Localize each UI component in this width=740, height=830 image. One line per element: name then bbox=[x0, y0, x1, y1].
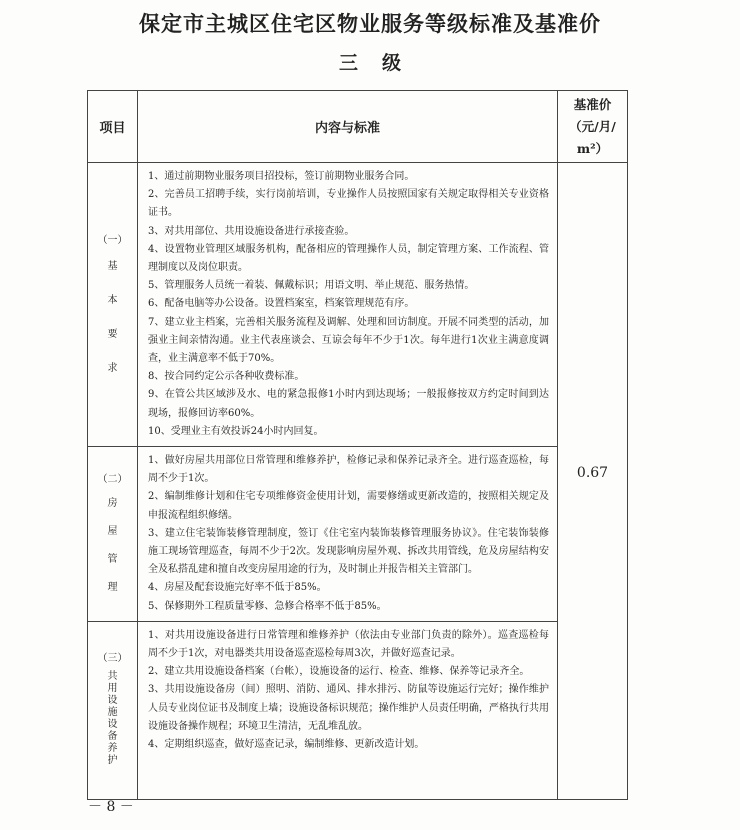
section-name-char: 理 bbox=[107, 581, 118, 593]
list-item: 3、建立住宅装饰装修管理制度，签订《住宅室内装饰装修管理服务协议》。住宅装饰装修施工现场管理巡查，每周不少于2次。发现影响房屋外观、拆改共用管线，危及房屋结构安全及私搭乱建和擅自改变房屋用途的行为，及时制止并报告相关主管部门。 bbox=[148, 527, 549, 576]
section-name-char: 要 bbox=[107, 328, 118, 340]
section-content-housing bbox=[138, 447, 558, 622]
list-item: 9、在管公共区域涉及水、电的紧急报修1小时内到达现场；一般报修按双方约定时间到达现场，报修回访率60%。 bbox=[148, 389, 549, 419]
table-header-row bbox=[88, 91, 628, 163]
list-item: 4、定期组织巡查，做好巡查记录，编制维修、更新改造计划。 bbox=[148, 739, 425, 751]
page-number: － 8 － bbox=[88, 799, 134, 815]
section-name-char: 求 bbox=[107, 362, 118, 374]
header-item: 项目 bbox=[88, 91, 138, 163]
list-item: 8、按合同约定公示各种收费标准。 bbox=[148, 371, 305, 383]
section-name-char: 设 bbox=[107, 719, 118, 731]
section-row-basic bbox=[88, 163, 628, 447]
list-item: 2、编制维修计划和住宅专项维修资金使用计划，需要修缮或更新改造的，按照相关规定及申报流程组织修缮。 bbox=[148, 491, 549, 521]
section-name-char: 共 bbox=[107, 671, 118, 683]
section-content-facilities bbox=[138, 621, 558, 799]
section-name-char: 房 bbox=[107, 497, 118, 509]
section-content-basic bbox=[138, 163, 558, 447]
section-category-facilities bbox=[88, 621, 138, 799]
base-price: 0.67 bbox=[558, 163, 628, 800]
section-name-char: 基 bbox=[107, 260, 118, 272]
section-category-basic bbox=[88, 163, 138, 447]
section-name-char: 护 bbox=[107, 755, 118, 767]
header-price-line1: 基准价 bbox=[573, 96, 612, 112]
section-number: （一） bbox=[97, 234, 128, 246]
list-item: 1、通过前期物业服务项目招投标，签订前期物业服务合同。 bbox=[148, 171, 415, 182]
section-name-char: 屋 bbox=[107, 525, 118, 537]
header-price-line2: （元/月/ bbox=[569, 118, 616, 134]
list-item: 7、建立业主档案，完善相关服务流程及调解、处理和回访制度。开展不同类型的活动，加强业主间亲情沟通。业主代表座谈会、互谅会每年不少于1次。每年进行1次业主满意度调查，业主满意率不低于70%。 bbox=[148, 316, 549, 365]
header-content: 内容与标准 bbox=[138, 91, 558, 163]
standards-table bbox=[87, 90, 628, 800]
section-row-facilities bbox=[88, 621, 628, 799]
section-row-housing bbox=[88, 447, 628, 622]
list-item: 5、管理服务人员统一着装、佩戴标识；用语文明、举止规范、服务热情。 bbox=[148, 280, 475, 292]
list-item: 10、受理业主有效投诉24小时内回复。 bbox=[148, 425, 324, 437]
page-subtitle: 三级 bbox=[338, 52, 425, 74]
section-name-char: 设 bbox=[107, 695, 118, 707]
list-item: 1、做好房屋共用部位日常管理和维修养护，检修记录和保养记录齐全。进行巡查巡检，每周不少于1次。 bbox=[148, 455, 549, 485]
section-name-char: 管 bbox=[107, 553, 118, 565]
list-item: 5、保修期外工程质量零修、急修合格率不低于85%。 bbox=[148, 600, 387, 612]
section-name-char: 用 bbox=[107, 683, 118, 695]
section-name-char: 养 bbox=[107, 743, 118, 755]
list-item: 4、设置物业管理区域服务机构，配备相应的管理操作人员，制定管理方案、工作流程、管理制度以及岗位职责。 bbox=[148, 243, 549, 274]
list-item: 3、对共用部位、共用设施设备进行承接查验。 bbox=[148, 225, 355, 237]
list-item: 6、配备电脑等办公设备。设置档案室，档案管理规范有序。 bbox=[148, 298, 415, 310]
section-number: （二） bbox=[97, 473, 128, 485]
section-name-char: 备 bbox=[107, 731, 118, 743]
list-item: 2、完善员工招聘手续，实行岗前培训，专业操作人员按照国家有关规定取得相关专业资格证书。 bbox=[148, 189, 549, 219]
list-item: 1、对共用设施设备进行日常管理和维修养护（依法由专业部门负责的除外）。巡查巡检每周不少于1次，对电器类共用设备巡查巡检每周3次，并做好巡查记录。 bbox=[148, 629, 549, 660]
section-name-char: 施 bbox=[107, 707, 118, 719]
page-title: 保定市主城区住宅区物业服务等级标准及基准价 bbox=[139, 11, 601, 36]
section-name-char: 本 bbox=[107, 294, 118, 306]
header-price bbox=[558, 91, 628, 163]
header-price-line3: m²） bbox=[576, 140, 609, 156]
list-item: 3、共用设施设备房（间）照明、消防、通风、排水排污、防鼠等设施运行完好；操作维护人员专业岗位证书及制度上墙；设施设备标识规范；操作维护人员责任明确，严格执行共用设施设备操作规程；环境卫生清洁，无乱堆乱放。 bbox=[148, 684, 549, 732]
section-category-housing bbox=[88, 447, 138, 622]
list-item: 4、房屋及配套设施完好率不低于85%。 bbox=[148, 582, 327, 594]
list-item: 2、建立共用设施设备档案（台帐），设施设备的运行、检查、维修、保养等记录齐全。 bbox=[148, 666, 530, 678]
section-number: （三） bbox=[97, 653, 128, 665]
